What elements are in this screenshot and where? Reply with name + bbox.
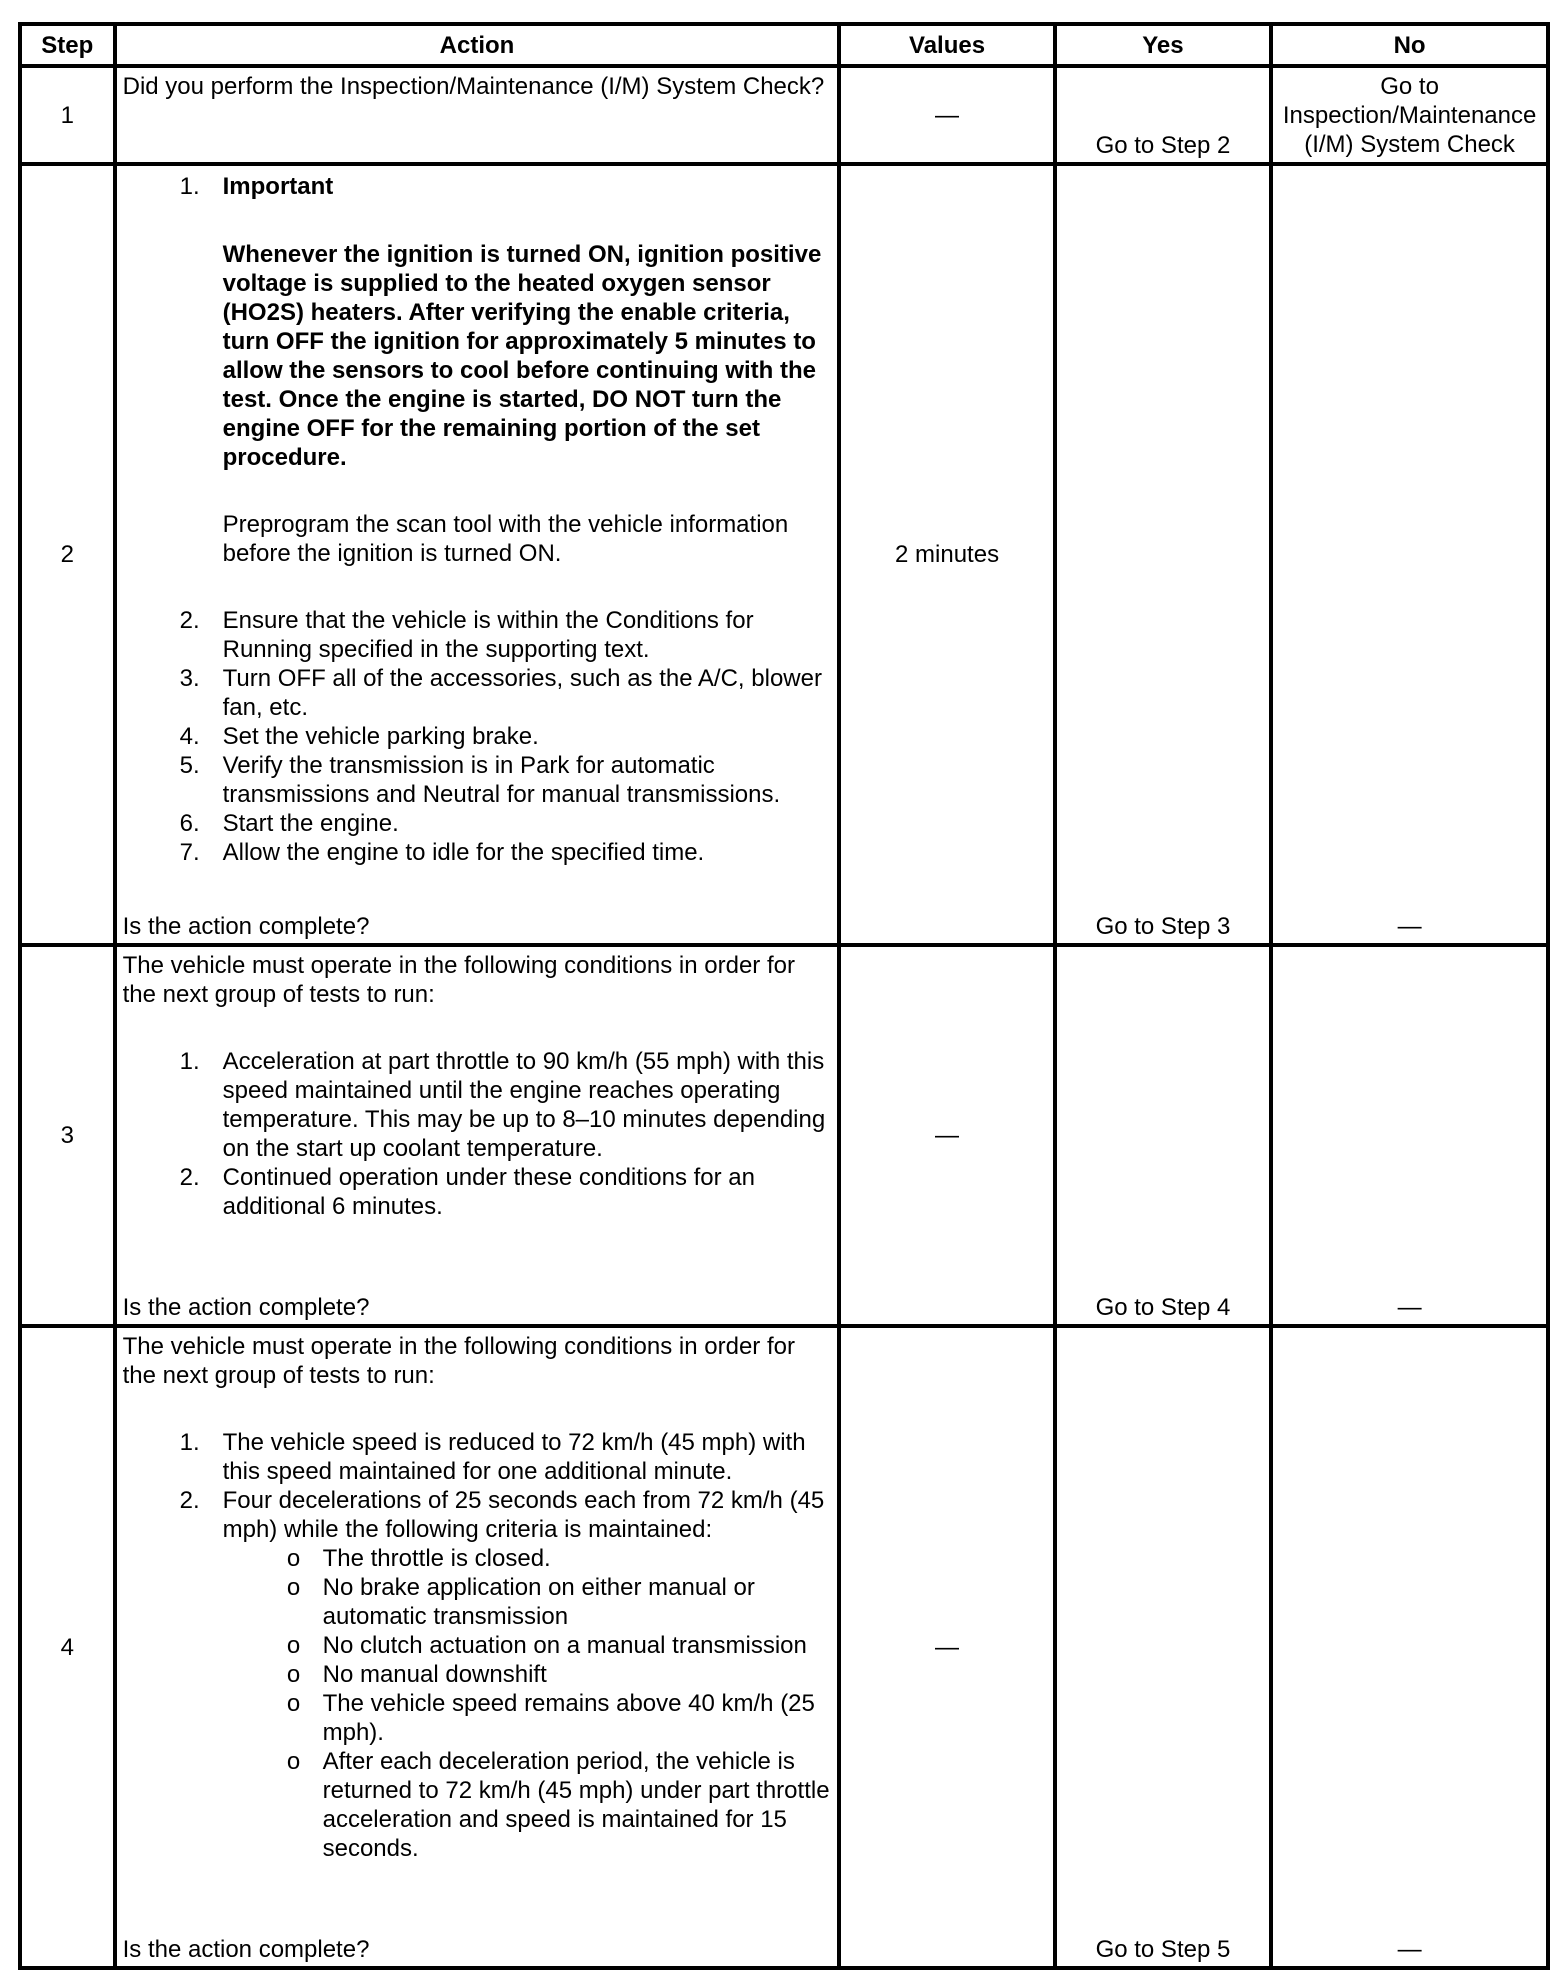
item-number: 1. <box>179 173 200 201</box>
header-values: Values <box>839 24 1054 66</box>
table-row <box>20 66 1548 164</box>
completion-question: Is the action complete? <box>122 1294 370 1322</box>
bullet-item <box>117 1689 838 1747</box>
header-no: No <box>1271 24 1548 66</box>
item-text: Ensure that the vehicle is within the Conditions for Running specified in the supporting text. <box>222 607 754 664</box>
completion-question: Is the action complete? <box>122 1936 370 1963</box>
bullet-item <box>117 1544 838 1573</box>
table-row <box>20 945 1548 1326</box>
item-number: 1. <box>179 1429 200 1457</box>
item-text: Verify the transmission is in Park for automatic transmissions and Neutral for manual transmissions. <box>222 752 781 809</box>
item-text: The vehicle speed is reduced to 72 km/h (45 mph) with this speed maintained for one additional minute. <box>222 1429 806 1486</box>
important-heading: Important <box>222 173 334 201</box>
step-number: 1 <box>20 66 115 164</box>
header-row <box>20 24 1548 66</box>
bullet-marker: o <box>286 1574 301 1602</box>
important-note: Whenever the ignition is turned ON, ignition positive voltage is supplied to the heated oxygen sensor (HO2S) heaters. After verifying the enable criteria, turn OFF the ignition for approximately 5 minutes to allow the sensors to cool before continuing with the test. Once the engine is started, DO NOT turn the engine OFF for the remaining portion of the set procedure. <box>222 241 822 472</box>
item-number: 1. <box>179 1047 200 1075</box>
yes-cell: Go to Step 3 <box>1055 164 1271 945</box>
bullet-text: After each deceleration period, the vehicle is returned to 72 km/h (45 mph) under part throttle acceleration and speed is maintained for 15 seconds. <box>322 1748 830 1863</box>
bullet-marker: o <box>286 1545 301 1573</box>
item-text: Acceleration at part throttle to 90 km/h (55 mph) with this speed maintained until the engine reaches operating temperature. This may be up to 8–10 minutes depending on the start up coolant temperature. <box>222 1047 826 1162</box>
action-content <box>117 166 838 943</box>
action-cell <box>115 1326 840 1968</box>
action-content <box>117 947 838 1324</box>
action-intro: The vehicle must operate in the following conditions in order for the next group of tests to run: <box>122 1333 795 1390</box>
no-cell: — <box>1271 164 1548 945</box>
table-row <box>20 164 1548 945</box>
list-item <box>117 838 838 867</box>
no-cell: — <box>1271 945 1548 1326</box>
list-item <box>117 1428 838 1486</box>
header-step: Step <box>20 24 115 66</box>
table-row <box>20 1326 1548 1968</box>
list-item <box>117 172 838 568</box>
action-text: Did you perform the Inspection/Maintenance (I/M) System Check? <box>122 73 825 100</box>
bullet-text: No brake application on either manual or automatic transmission <box>322 1574 755 1631</box>
item-number: 7. <box>179 839 200 867</box>
bullet-marker: o <box>286 1748 301 1776</box>
bullet-item <box>117 1660 838 1689</box>
bullet-text: No manual downshift <box>322 1661 547 1689</box>
item-text: Four decelerations of 25 seconds each from 72 km/h (45 mph) while the following criteria is maintained: <box>222 1487 825 1544</box>
list-item <box>117 606 838 664</box>
no-cell: Go to Inspection/Maintenance (I/M) System Check <box>1271 66 1548 164</box>
action-content <box>117 1328 838 1966</box>
header-yes: Yes <box>1055 24 1271 66</box>
list-item <box>117 1163 838 1221</box>
item-text: Allow the engine to idle for the specified time. <box>222 839 705 867</box>
item-text: Turn OFF all of the accessories, such as the A/C, blower fan, etc. <box>222 665 822 722</box>
item-number: 6. <box>179 810 200 838</box>
yes-cell: Go to Step 4 <box>1055 945 1271 1326</box>
list-item <box>117 664 838 722</box>
bullet-marker: o <box>286 1661 301 1689</box>
yes-cell: Go to Step 5 <box>1055 1326 1271 1968</box>
values-cell: 2 minutes <box>839 164 1054 945</box>
values-cell: — <box>839 66 1054 164</box>
diagnostic-table <box>18 22 1550 1970</box>
item-number: 4. <box>179 723 200 751</box>
list-item <box>117 751 838 809</box>
bullet-item <box>117 1747 838 1863</box>
list-item <box>117 809 838 838</box>
yes-cell: Go to Step 2 <box>1055 66 1271 164</box>
values-cell: — <box>839 1326 1054 1968</box>
step-number: 4 <box>20 1326 115 1968</box>
step-number: 3 <box>20 945 115 1326</box>
item-number: 2. <box>179 1487 200 1515</box>
item-number: 3. <box>179 665 200 693</box>
action-cell <box>115 945 840 1326</box>
no-cell: — <box>1271 1326 1548 1968</box>
bullet-text: The throttle is closed. <box>322 1545 551 1573</box>
bullet-text: The vehicle speed remains above 40 km/h (25 mph). <box>322 1690 815 1747</box>
action-cell <box>115 164 840 945</box>
list-item <box>117 1486 838 1544</box>
item-text: Set the vehicle parking brake. <box>222 723 539 751</box>
item-number: 5. <box>179 752 200 780</box>
list-item <box>117 1047 838 1163</box>
bullet-item <box>117 1573 838 1631</box>
bullet-text: No clutch actuation on a manual transmission <box>322 1632 807 1660</box>
action-intro: The vehicle must operate in the following conditions in order for the next group of tests to run: <box>122 951 795 1008</box>
bullet-marker: o <box>286 1690 301 1718</box>
bullet-item <box>117 1631 838 1660</box>
item-text: Start the engine. <box>222 810 399 838</box>
item-text: Continued operation under these conditions for an additional 6 minutes. <box>222 1163 755 1220</box>
item-number: 2. <box>179 1163 200 1191</box>
bullet-marker: o <box>286 1632 301 1660</box>
completion-question: Is the action complete? <box>122 912 370 940</box>
item-detail: Preprogram the scan tool with the vehicle information before the ignition is turned ON. <box>222 511 789 568</box>
step-number: 2 <box>20 164 115 945</box>
header-action: Action <box>115 24 840 66</box>
list-item <box>117 722 838 751</box>
item-number: 2. <box>179 607 200 635</box>
action-cell <box>115 66 840 164</box>
values-cell: — <box>839 945 1054 1326</box>
